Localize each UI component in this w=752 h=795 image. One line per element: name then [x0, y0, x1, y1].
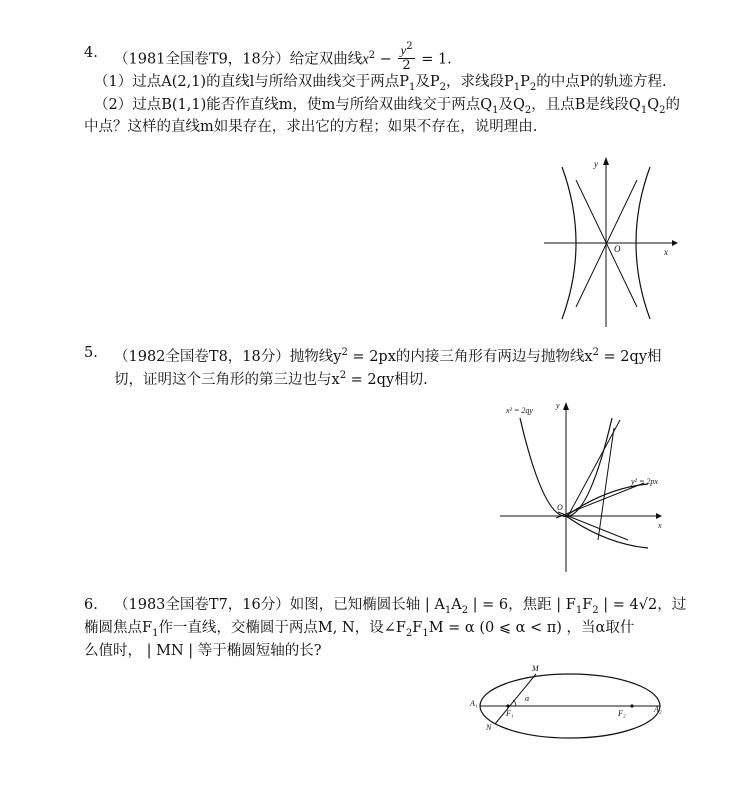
problem-4-number: 4.: [84, 45, 98, 61]
p5-exp: 2: [592, 347, 599, 358]
p5-text: 抛物线y: [289, 348, 342, 365]
fig4-label-x: x: [664, 247, 668, 257]
p5-text: = 2qy相切.: [346, 371, 428, 388]
fig6-label-f2: F₂: [618, 709, 626, 718]
fig5-label-parab2: y² = 2px: [631, 477, 658, 486]
p6-text: | = 6，焦距 | F: [468, 597, 576, 613]
p6-sub: 1: [422, 627, 429, 639]
x-axis-arrow: [672, 240, 678, 246]
p6-text: F: [582, 597, 593, 613]
p6-text: A: [451, 597, 462, 613]
fig6-label-a2: A₂: [654, 705, 662, 714]
p5-text: = 2px的内接三角形有两边与抛物线x: [347, 348, 593, 365]
problem-5-line1: [114, 343, 662, 367]
p5-exp: 2: [341, 347, 348, 358]
eq-x-exp: 2: [368, 49, 376, 61]
fig6-label-m: M: [532, 664, 539, 673]
p6-text: | = 4√2，过: [598, 597, 687, 613]
part2-sub: 2: [659, 104, 666, 116]
part2-sub: 2: [524, 104, 532, 116]
p6-sub: 1: [444, 604, 452, 616]
p6-sub: 1: [152, 627, 159, 639]
problem-5-line2: [114, 366, 428, 390]
p6-text: F: [412, 620, 423, 636]
problem-6-line3: 么值时， | MN | 等于椭圆短轴的长?: [84, 643, 322, 659]
p5-exp: 2: [339, 370, 347, 381]
problem-4-part1: [94, 72, 667, 98]
part1-tail: ，求线段P: [445, 74, 514, 90]
angle-alpha-arc: [513, 700, 516, 706]
p6-text: 如图，已知椭圆长轴 | A: [289, 597, 445, 613]
eq-x: x: [362, 51, 369, 68]
part1-end: 的中点P的轨迹方程.: [536, 74, 667, 90]
p5-text: 切，证明这个三角形的第三边也与x: [114, 371, 340, 388]
frac-numerator: y: [400, 42, 407, 58]
part2-sub: 1: [492, 104, 499, 116]
fig6-label-f1: F₁: [506, 709, 514, 718]
focus-f2-dot: [630, 704, 633, 707]
ellipse-figure: [470, 662, 670, 742]
fig6-label-alpha: α: [525, 694, 530, 703]
y-axis-arrow: [603, 157, 609, 165]
y-axis-arrow: [563, 402, 569, 410]
frac-denominator: 2: [402, 58, 411, 74]
p6-text: M = α (0 ⩽ α < π) ，当α取什: [428, 620, 635, 636]
frac-num-exp: 2: [406, 41, 413, 52]
part1-sub: 2: [529, 81, 537, 93]
problem-6-source: （1983全国卷T7，16分）: [114, 597, 290, 613]
p6-text: 椭圆焦点F: [84, 620, 153, 636]
problem-4-source: （1981全国卷T9，18分）: [114, 51, 290, 68]
p6-sub: 1: [575, 604, 583, 616]
eq-right: = 1.: [421, 51, 452, 68]
p6-sub: 2: [592, 604, 599, 616]
fig4-label-o: O: [614, 244, 621, 254]
part2-tail: ，且点B是线段Q: [531, 97, 641, 113]
p5-text: = 2qy相: [598, 348, 662, 365]
focal-chord-mn: [495, 674, 536, 724]
hyperbola-figure: [540, 155, 680, 330]
part1-sub: 1: [408, 81, 416, 93]
problem-5-source: （1982全国卷T8，18分）: [114, 348, 290, 365]
problem-4-stem-text: 给定双曲线: [289, 51, 363, 68]
fig6-label-a1: A₁: [470, 699, 478, 708]
part2-sub: 1: [640, 104, 648, 116]
problem-6-line2: [84, 618, 634, 644]
part1-text: （1）过点A(2,1)的直线l与所给双曲线交于两点P: [94, 74, 409, 90]
parabola-figure: [498, 400, 668, 575]
part1-mid: 及P: [415, 74, 440, 90]
x-axis-arrow: [656, 513, 662, 519]
p6-text: 作一直线，交椭圆于两点M, N，设∠F: [158, 620, 406, 636]
fig6-label-n: N: [486, 723, 492, 732]
p6-sub: 2: [405, 627, 413, 639]
p6-sub: 2: [461, 604, 469, 616]
fig5-label-y: y: [556, 401, 560, 410]
fig5-label-o: O: [557, 503, 563, 512]
part2-q2: Q: [647, 97, 660, 113]
problem-6-number: 6.: [84, 597, 98, 613]
tangent-line-2: [556, 483, 644, 518]
part1-p2: P: [520, 74, 530, 90]
part1-sub: 1: [513, 81, 521, 93]
part1-sub: 2: [439, 81, 446, 93]
problem-4-part2-line2: 中点？这样的直线m如果存在，求出它的方程；如果不存在，说明理由.: [84, 119, 538, 135]
eq-fraction: [398, 40, 414, 73]
fig4-label-y: y: [594, 159, 598, 169]
fig5-label-x: x: [658, 521, 662, 530]
part2-end: 的: [665, 97, 680, 113]
eq-minus: −: [379, 51, 392, 68]
problem-6-line1: [114, 595, 686, 621]
tangent-line-1: [568, 420, 620, 516]
part2-text: （2）过点B(1,1)能否作直线m，使m与所给双曲线交于两点Q: [94, 97, 493, 113]
problem-5-number: 5.: [84, 345, 98, 361]
part2-mid: 及Q: [498, 97, 525, 113]
fig5-label-parab1: x² = 2qy: [506, 406, 533, 415]
focus-f1-dot: [506, 704, 509, 707]
